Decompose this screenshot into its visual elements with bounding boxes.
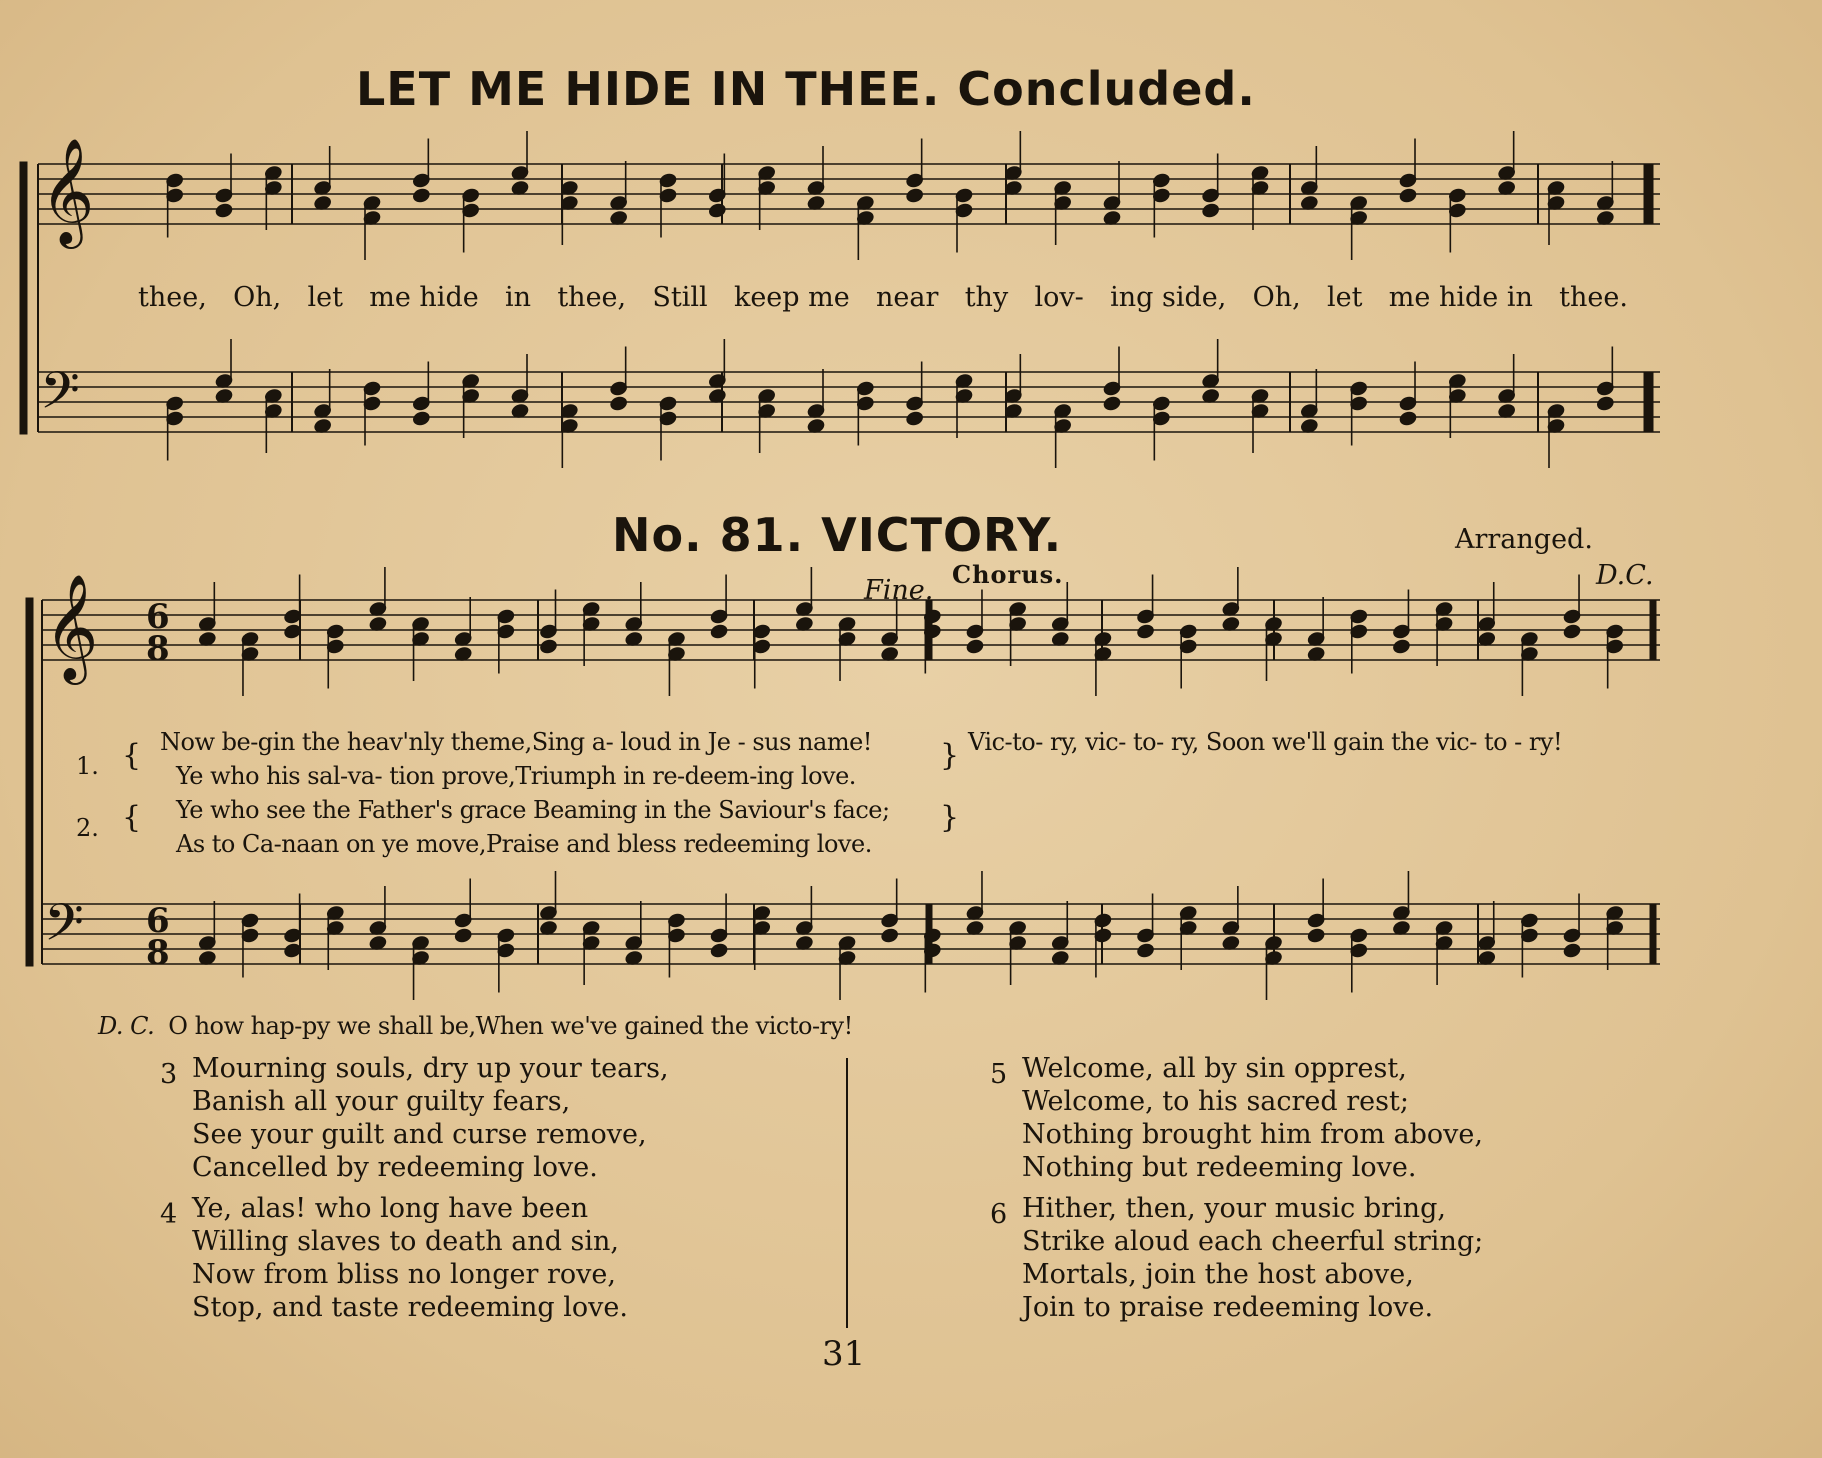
verse-line: Ye who see the Father's grace Beaming in the Saviour's face;: [176, 796, 890, 824]
bass-clef-icon: 𝄢: [40, 360, 80, 433]
stanza-number: 3: [160, 1059, 178, 1090]
brace-glyph: }: [940, 800, 960, 835]
stanza-4: [160, 1192, 628, 1324]
treble-clef-icon: 𝄞: [40, 137, 95, 244]
lyric-syllable: keep me: [733, 282, 850, 313]
stanza-line: Willing slaves to death and sin,: [192, 1226, 620, 1257]
note-head: [1398, 410, 1417, 427]
stanza-line: See your guilt and curse remove,: [192, 1119, 647, 1150]
verse-line: Now be-gin the heav'nly theme,Sing a- loud in Je - sus name!: [160, 728, 872, 756]
stanza-line: Ye, alas! who long have been: [192, 1193, 589, 1224]
time-signature-icon: 6: [146, 901, 170, 941]
note-head: [1136, 942, 1155, 959]
fine-marking: Fine.: [864, 575, 934, 606]
note-head: [708, 202, 727, 219]
chorus-marking: Chorus.: [952, 560, 1064, 589]
hymn1-lyrics: [138, 282, 1628, 313]
time-signature-icon: 8: [146, 933, 170, 973]
note-head: [1307, 927, 1326, 944]
stanza-line: Cancelled by redeeming love.: [192, 1152, 598, 1183]
stanza-line: Mortals, join the host above,: [1022, 1259, 1414, 1290]
stanza-line: Welcome, all by sin opprest,: [1022, 1053, 1407, 1084]
brace-glyph: {: [122, 800, 142, 835]
final-barline: [1644, 372, 1653, 432]
brace-glyph: {: [122, 738, 142, 773]
note-head: [965, 638, 984, 655]
bass-clef-icon: 𝄢: [44, 892, 84, 965]
final-barline: [1650, 600, 1656, 660]
stanza-line: Banish all your guilty fears,: [192, 1086, 571, 1117]
verse-line: As to Ca-naan on ye move,Praise and bless redeeming love.: [176, 830, 872, 858]
brace-glyph: }: [940, 738, 960, 773]
stanza-line: Stop, and taste redeeming love.: [192, 1292, 628, 1323]
stanza-5: [990, 1052, 1483, 1184]
note-head: [1392, 638, 1411, 655]
lyric-syllable: me hide: [369, 282, 479, 313]
note-head: [214, 202, 233, 219]
time-signature-icon: 8: [146, 629, 170, 669]
final-barline: [1650, 904, 1656, 964]
lyric-syllable: thee,: [138, 282, 207, 313]
dc-marking: D.C.: [1596, 560, 1654, 591]
lyric-syllable: let: [1327, 282, 1363, 313]
lyric-syllable: Oh,: [1252, 282, 1301, 313]
lyric-syllable: thy: [964, 282, 1009, 313]
note-head: [1562, 623, 1581, 640]
column-divider: [846, 1058, 848, 1328]
stanza-number: 6: [990, 1199, 1008, 1230]
lyric-syllable: thee,: [557, 282, 627, 313]
lyric-syllable: near: [876, 282, 939, 313]
note-head: [710, 942, 729, 959]
note-head: [609, 395, 628, 412]
lyric-syllable: ing side,: [1110, 282, 1227, 313]
note-head: [880, 927, 899, 944]
stanza-6: [990, 1192, 1484, 1324]
system-bracket: [26, 598, 33, 966]
stanza-3: [160, 1052, 669, 1184]
final-barline: [1644, 164, 1653, 224]
stanza-line: Join to praise redeeming love.: [1022, 1292, 1434, 1323]
treble-clef-icon: 𝄞: [44, 573, 99, 680]
verse-number-2: 2.: [76, 814, 99, 842]
note-head: [710, 623, 729, 640]
arranger-credit: Arranged.: [1455, 524, 1593, 555]
lyric-syllable: Oh,: [233, 282, 282, 313]
stanza-line: Strike aloud each cheerful string;: [1022, 1226, 1484, 1257]
stanza-line: Mourning souls, dry up your tears,: [192, 1053, 669, 1084]
hymn-title-victory: No. 81. VICTORY.: [612, 508, 1063, 562]
note-head: [1136, 623, 1155, 640]
time-signature-icon: 6: [146, 597, 170, 637]
note-head: [1398, 187, 1417, 204]
note-head: [905, 187, 924, 204]
note-head: [539, 638, 558, 655]
note-head: [412, 187, 431, 204]
lyric-syllable: in: [505, 282, 532, 313]
lyric-syllable: Still: [652, 282, 708, 313]
lyric-syllable: thee.: [1559, 282, 1628, 313]
page-number: 31: [822, 1334, 866, 1374]
chorus-lyrics: Vic-to- ry, vic- to- ry, Soon we'll gain the vic- to - ry!: [968, 728, 1563, 756]
hymn-title-let-me-hide: LET ME HIDE IN THEE. Concluded.: [356, 62, 1256, 116]
note-head: [412, 410, 431, 427]
stanza-number: 4: [160, 1199, 178, 1230]
stanza-line: Hither, then, your music bring,: [1022, 1193, 1446, 1224]
dc-lyrics: O how hap-py we shall be,When we've gained the victo-ry!: [168, 1012, 853, 1040]
stanza-line: Welcome, to his sacred rest;: [1022, 1086, 1409, 1117]
note-head: [1102, 395, 1121, 412]
stanza-line: Nothing brought him from above,: [1022, 1119, 1483, 1150]
lyric-syllable: lov-: [1034, 282, 1084, 313]
verse-line: Ye who his sal-va- tion prove,Triumph in re-deem-ing love.: [176, 762, 856, 790]
note-head: [1562, 942, 1581, 959]
note-head: [1201, 202, 1220, 219]
dc-label: D. C.: [98, 1012, 155, 1040]
note-head: [905, 410, 924, 427]
stanza-line: Nothing but redeeming love.: [1022, 1152, 1417, 1183]
system-bracket: [20, 162, 27, 434]
verse-number-1: 1.: [76, 752, 99, 780]
lyric-syllable: me hide in: [1388, 282, 1533, 313]
note-head: [454, 927, 473, 944]
note-head: [1596, 395, 1615, 412]
lyric-syllable: let: [307, 282, 343, 313]
stanza-number: 5: [990, 1059, 1008, 1090]
dc-lyric-line: [98, 1012, 853, 1040]
stanza-line: Now from bliss no longer rove,: [192, 1259, 616, 1290]
